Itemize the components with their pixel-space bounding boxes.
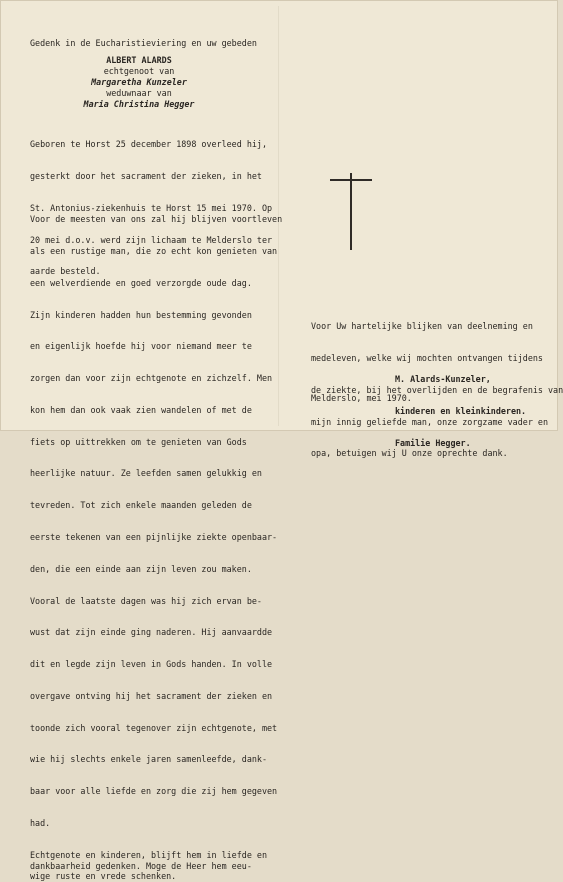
cross-vertical-bar xyxy=(350,173,352,250)
bio-line: St. Antonius-ziekenhuis te Horst 15 mei 1970. Op xyxy=(30,202,273,213)
intro-text: Gedenk in de Eucharistieviering en uw gebeden xyxy=(30,38,257,48)
thanks-line: mijn innig geliefde man, onze zorgzame vader en xyxy=(311,416,548,427)
story-line: baar voor alle liefde en zorg die zij hem gegeven xyxy=(30,786,278,797)
bio-line: gesterkt door het sacrament der zieken, in het xyxy=(30,170,262,181)
story-line: dit en legde zijn leven in Gods handen. In volle xyxy=(30,659,273,670)
closing-line: Echtgenote en kinderen, blijft hem in liefde en xyxy=(30,850,267,860)
place-date: Melderslo, mei 1970. xyxy=(311,393,412,403)
story-line: een welverdiende en goed verzorgde oude dag. xyxy=(30,277,252,288)
spouse-relation: echtgenoot van xyxy=(103,66,175,76)
signature-block xyxy=(395,353,526,470)
story-line: fiets op uittrekken om te genieten van Gods xyxy=(30,436,247,447)
story-line: toonde zich vooral tegenover zijn echtgenote, met xyxy=(30,722,278,733)
story-line: heerlijke natuur. Ze leefden samen gelukkig en xyxy=(30,468,262,479)
spouse-name: Margaretha Kunzeler xyxy=(91,77,187,87)
thanks-line: Voor Uw hartelijke blijken van deelneming en xyxy=(311,321,533,332)
story-line: Zijn kinderen hadden hun bestemming gevonden xyxy=(30,309,252,320)
closing-paragraph xyxy=(30,850,267,882)
thanks-line: medeleven, welke wij mochten ontvangen tijdens xyxy=(311,352,543,363)
story-line: Voor de meesten van ons zal hij blijven voortleven xyxy=(30,214,283,225)
bio-line: Geboren te Horst 25 december 1898 overleed hij, xyxy=(30,139,267,150)
closing-line: dankbaarheid gedenken. Moge de Heer hem eeu- xyxy=(30,860,252,871)
story-line: overgave ontving hij het sacrament der zieken en xyxy=(30,690,273,701)
story-line: wust dat zijn einde ging naderen. Hij aanvaardde xyxy=(30,627,273,638)
bio-line: 20 mei d.o.v. werd zijn lichaam te Melderslo ter xyxy=(30,234,273,245)
widower-relation: weduwnaar van xyxy=(106,88,172,98)
story-line: en eigenlijk hoefde hij voor niemand meer te xyxy=(30,341,252,352)
first-spouse-name: Maria Christina Hegger xyxy=(83,99,195,109)
story-line: den, die een einde aan zijn leven zou maken. xyxy=(30,563,252,574)
story-line: had. xyxy=(30,818,51,829)
story-line: als een rustige man, die zo echt kon genieten van xyxy=(30,245,278,256)
story-line: eerste tekenen van een pijnlijke ziekte openbaar- xyxy=(30,532,278,542)
deceased-name: ALBERT ALARDS xyxy=(106,55,172,65)
story-line: tevreden. Tot zich enkele maanden geleden de xyxy=(30,500,252,511)
bio-line: aarde besteld. xyxy=(30,266,101,277)
story-line: Vooral de laatste dagen was hij zich ervan be- xyxy=(30,595,262,606)
story-line: kon hem dan ook vaak zien wandelen of met de xyxy=(30,404,252,415)
thanks-line: opa, betuigen wij U onze oprechte dank. xyxy=(311,448,508,459)
signature-line: kinderen en kleinkinderen. xyxy=(395,405,527,416)
thanks-line: de ziekte, bij het overlijden en de begrafenis van xyxy=(311,384,563,395)
cross-horizontal-bar xyxy=(330,179,372,181)
story-line: wie hij slechts enkele jaren samenleefde, dank- xyxy=(30,754,267,765)
signature-line: M. Alards-Kunzeler, xyxy=(395,374,491,385)
story-line: zorgen dan voor zijn echtgenote en zichzelf. Men xyxy=(30,373,273,384)
signature-line: Familie Hegger. xyxy=(395,437,471,448)
story-paragraph xyxy=(30,193,282,850)
closing-line: wige ruste en vrede schenken. xyxy=(30,871,177,882)
